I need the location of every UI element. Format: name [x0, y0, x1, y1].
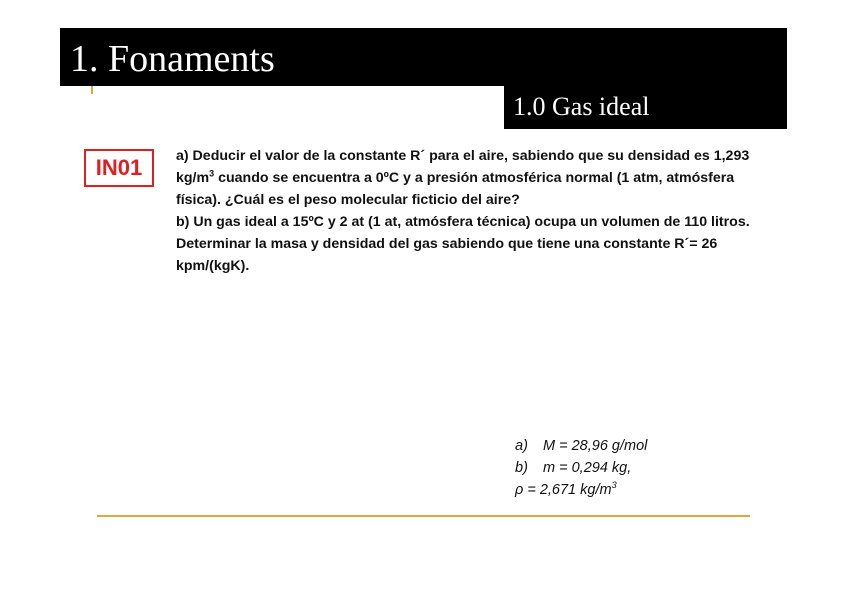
answer-c — [515, 479, 647, 501]
answer-b-label: b) — [515, 460, 528, 476]
slide-subtitle: 1.0 Gas ideal — [513, 92, 650, 121]
problem-statement — [176, 145, 776, 277]
slide-title: 1. Fonaments — [70, 38, 275, 80]
part-a-text: a) Deducir el valor de la constante R´ para el aire, sabiendo que su densidad es 1,293 kg/m — [176, 148, 750, 186]
answer-c-text: ρ = 2,671 kg/m — [515, 482, 612, 498]
answer-b — [515, 457, 647, 479]
answer-c-superscript: 3 — [611, 480, 617, 491]
answer-a — [515, 435, 647, 457]
part-a-text-cont: cuando se encuentra a 0ºC y a presión atmosférica normal (1 atm, atmósfera física). ¿Cuál es el peso molecular ficticio del aire? — [176, 170, 735, 208]
answer-a-label: a) — [515, 438, 528, 454]
problem-part-a — [176, 145, 776, 211]
answer-a-text: M = 28,96 g/mol — [543, 438, 648, 454]
answers-block — [515, 435, 647, 501]
part-a-superscript: 3 — [209, 168, 215, 179]
problem-part-b: b) Un gas ideal a 15ºC y 2 at (1 at, atmósfera técnica) ocupa un volumen de 110 litros. Determinar la masa y densidad del gas sabiendo que tiene una constante R´= 26 kpm/(kgK). — [176, 214, 750, 274]
accent-tick — [91, 86, 93, 94]
problem-id-badge: IN01 — [84, 149, 154, 187]
answer-b-text: m = 0,294 kg, — [543, 460, 632, 476]
bottom-rule — [97, 515, 750, 517]
